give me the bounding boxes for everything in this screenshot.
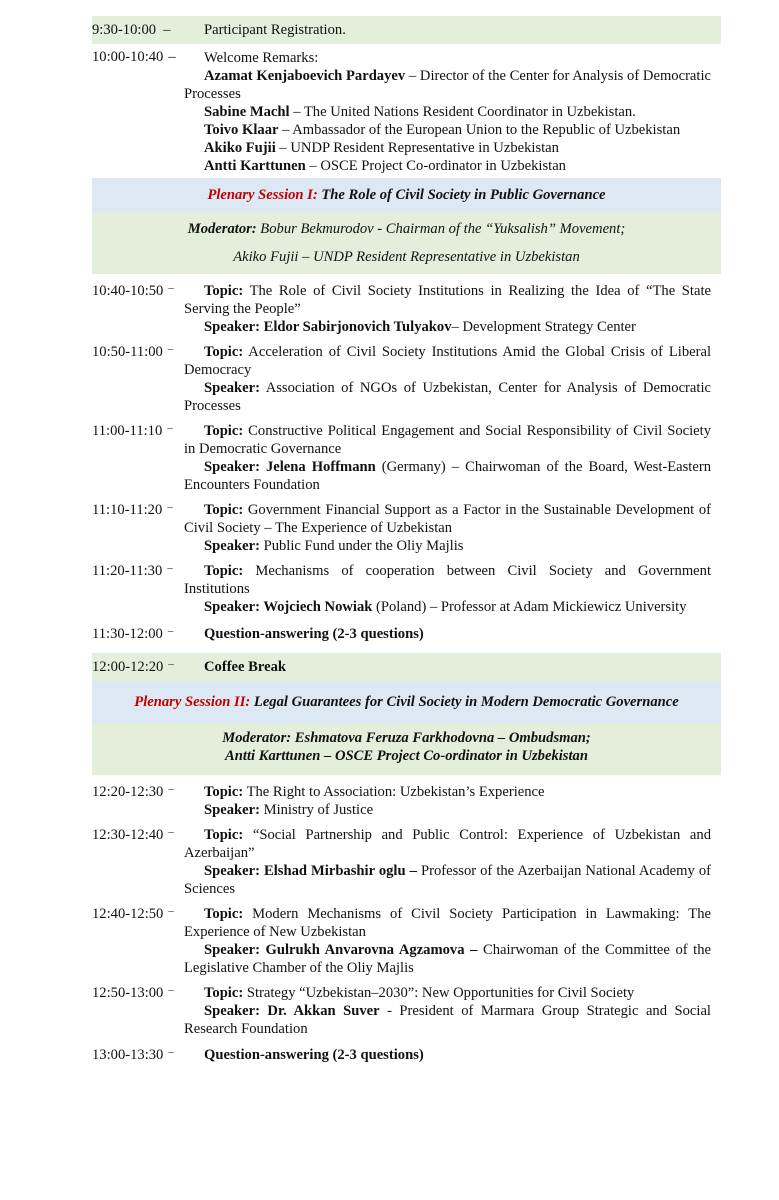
speaker-line	[184, 801, 711, 819]
time-dash: –	[168, 282, 174, 294]
welcome-speaker: Azamat Kenjaboevich Pardayev – Director of the Center for Analysis of Democratic Processes	[184, 68, 711, 102]
topic-line	[184, 826, 711, 862]
agenda-page	[92, 16, 721, 1068]
time-dash: –	[168, 49, 176, 65]
welcome-speaker: Antti Karttunen – OSCE Project Co-ordinator in Uzbekistan	[204, 158, 566, 174]
session1-title: The Role of Civil Society in Public Governance	[317, 187, 606, 203]
session1-moderator-1: Moderator: Bobur Bekmurodov - Chairman of the “Yuksalish” Movement;	[187, 221, 626, 237]
speaker-line	[184, 862, 711, 898]
topic-label: Topic:	[204, 906, 244, 922]
topic-label: Topic:	[204, 283, 244, 299]
qa-row	[92, 625, 721, 647]
time-text: 10:40-10:50	[92, 283, 164, 299]
time-dash: –	[167, 422, 173, 434]
time-dash: –	[163, 21, 171, 38]
speaker-role: Professor of the Azerbaijan National Academy of Sciences	[184, 863, 711, 897]
time-dash: –	[168, 1046, 174, 1058]
welcome-title: Welcome Remarks:	[204, 50, 319, 66]
time-text: 10:00-10:40	[92, 49, 164, 65]
time-slot	[92, 826, 184, 898]
agenda-item	[92, 562, 721, 616]
speaker-line	[184, 941, 711, 977]
speaker-label: Speaker:	[204, 1003, 260, 1019]
session2-moderator-2: Antti Karttunen – OSCE Project Co-ordinator in Uzbekistan	[225, 748, 588, 764]
time-slot	[92, 49, 184, 175]
session2-moderator-band	[92, 723, 721, 775]
topic-text: Modern Mechanisms of Civil Society Participation in Lawmaking: The Experience of New Uzbekistan	[184, 906, 711, 940]
topic-line	[184, 783, 711, 801]
time-text: 9:30-10:00	[92, 21, 157, 38]
agenda-item	[92, 343, 721, 415]
welcome-speaker: Sabine Machl – The United Nations Resident Coordinator in Uzbekistan.	[204, 104, 636, 120]
topic-label: Topic:	[204, 423, 244, 439]
qa-text: Question-answering (2-3 questions)	[204, 626, 424, 642]
agenda-item-content	[184, 422, 721, 494]
topic-label: Topic:	[204, 985, 244, 1001]
speaker-role: (Germany) – Chairwoman of the Board, West-Eastern Encounters Foundation	[184, 459, 711, 493]
speaker-line	[184, 1002, 711, 1038]
topic-line	[184, 905, 711, 941]
time-slot	[92, 343, 184, 415]
speaker-line	[184, 318, 711, 336]
session1-moderator-2: Akiko Fujii – UNDP Resident Representative in Uzbekistan	[233, 249, 580, 265]
topic-line	[184, 501, 711, 537]
speaker-name: Jelena Hoffmann	[259, 459, 376, 475]
speaker-name: Gulrukh Anvarovna Agzamova –	[259, 942, 478, 958]
time-text: 11:10-11:20	[92, 502, 163, 518]
time-slot	[92, 422, 184, 494]
qa-text: Question-answering (2-3 questions)	[204, 1047, 424, 1063]
topic-label: Topic:	[204, 502, 244, 518]
time-dash: –	[168, 984, 174, 996]
time-dash: –	[168, 783, 174, 795]
speaker-role: - President of Marmara Group Strategic and Social Research Foundation	[184, 1003, 711, 1037]
topic-text: Acceleration of Civil Society Institutions Amid the Global Crisis of Liberal Democracy	[184, 344, 711, 378]
time-slot	[92, 1046, 184, 1068]
topic-line	[184, 282, 711, 318]
speaker-label: Speaker:	[204, 459, 260, 475]
speaker-label: Speaker:	[204, 380, 260, 396]
time-dash: –	[167, 343, 174, 355]
topic-line	[184, 562, 711, 598]
session2-moderator-1: Moderator: Eshmatova Feruza Farkhodovna – Ombudsman;	[222, 730, 591, 746]
speaker-role: Public Fund under the Oliy Majlis	[259, 538, 464, 554]
topic-label: Topic:	[204, 784, 244, 800]
time-slot	[92, 905, 184, 977]
speaker-role: Ministry of Justice	[259, 802, 374, 818]
speaker-role: Association of NGOs of Uzbekistan, Center for Analysis of Democratic Processes	[184, 380, 711, 414]
time-text: 11:00-11:10	[92, 423, 163, 439]
speaker-name: Elshad Mirbashir oglu –	[259, 863, 417, 879]
time-slot	[92, 22, 184, 39]
time-slot	[92, 282, 184, 336]
topic-text: “Social Partnership and Public Control: Experience of Uzbekistan and Azerbaijan”	[184, 827, 711, 861]
time-dash: –	[167, 501, 173, 513]
agenda-item	[92, 783, 721, 819]
speaker-label: Speaker:	[204, 942, 260, 958]
topic-line	[184, 984, 711, 1002]
session1-title-band	[92, 178, 721, 212]
speaker-label: Speaker:	[204, 802, 260, 818]
coffee-text: Coffee Break	[204, 659, 286, 675]
coffee-row	[92, 653, 721, 681]
topic-text: Mechanisms of cooperation between Civil Society and Government Institutions	[184, 563, 711, 597]
topic-text: Strategy “Uzbekistan–2030”: New Opportunities for Civil Society	[243, 985, 635, 1001]
topic-text: The Right to Association: Uzbekistan’s Experience	[243, 784, 545, 800]
speaker-label: Speaker:	[204, 538, 260, 554]
time-text: 12:00-12:20	[92, 659, 164, 675]
speaker-label: Speaker:	[204, 599, 260, 615]
session2-title-band	[92, 681, 721, 723]
time-slot	[92, 783, 184, 819]
topic-line	[184, 422, 711, 458]
agenda-item	[92, 905, 721, 977]
welcome-speaker: Akiko Fujii – UNDP Resident Representative in Uzbekistan	[204, 140, 559, 156]
topic-text: Constructive Political Engagement and Social Responsibility of Civil Society in Democratic Governance	[184, 423, 711, 457]
speaker-role: – Development Strategy Center	[451, 319, 636, 335]
session2-title: Legal Guarantees for Civil Society in Modern Democratic Governance	[250, 694, 679, 710]
time-dash: –	[167, 625, 174, 637]
time-text: 12:30-12:40	[92, 827, 164, 843]
speaker-label: Speaker:	[204, 863, 260, 879]
time-text: 12:40-12:50	[92, 906, 164, 922]
agenda-item-content	[184, 984, 721, 1038]
qa-row	[92, 1046, 721, 1068]
speaker-name: Dr. Akkan Suver	[259, 1003, 380, 1019]
time-dash: –	[167, 562, 173, 574]
welcome-row	[92, 49, 721, 175]
agenda-item-content	[184, 783, 721, 819]
time-dash: –	[168, 826, 174, 838]
time-text: 11:20-11:30	[92, 563, 163, 579]
time-text: 12:50-13:00	[92, 985, 164, 1001]
session1-label: Plenary Session I:	[207, 187, 318, 203]
speaker-line	[184, 379, 711, 415]
speaker-line	[184, 537, 711, 555]
registration-text	[184, 21, 721, 39]
agenda-item	[92, 422, 721, 494]
topic-line	[184, 343, 711, 379]
speaker-role: (Poland) – Professor at Adam Mickiewicz University	[372, 599, 687, 615]
agenda-item-content	[184, 343, 721, 415]
topic-label: Topic:	[204, 563, 244, 579]
agenda-item	[92, 282, 721, 336]
speaker-name: Wojciech Nowiak	[259, 599, 373, 615]
time-text: 13:00-13:30	[92, 1047, 164, 1063]
time-text: 10:50-11:00	[92, 344, 163, 360]
speaker-name: Eldor Sabirjonovich Tulyakov	[259, 319, 452, 335]
agenda-item	[92, 826, 721, 898]
agenda-item-content	[184, 905, 721, 977]
topic-label: Topic:	[204, 827, 244, 843]
time-text: 12:20-12:30	[92, 784, 164, 800]
time-dash: –	[168, 658, 174, 670]
topic-label: Topic:	[204, 344, 244, 360]
agenda-item-content	[184, 562, 721, 616]
speaker-role: Chairwoman of the Committee of the Legislative Chamber of the Oliy Majlis	[184, 942, 711, 976]
time-slot	[92, 501, 184, 555]
agenda-item	[92, 984, 721, 1038]
time-slot	[92, 625, 184, 647]
time-dash: –	[168, 905, 174, 917]
session2-label: Plenary Session II:	[134, 694, 251, 710]
welcome-speaker: Toivo Klaar – Ambassador of the European Union to the Republic of Uzbekistan	[204, 122, 681, 138]
time-slot	[92, 984, 184, 1038]
time-slot	[92, 658, 184, 676]
time-text: 11:30-12:00	[92, 626, 163, 642]
registration-row	[92, 16, 721, 44]
welcome-content	[184, 49, 721, 175]
agenda-item-content	[184, 826, 721, 898]
session2-items	[92, 783, 721, 1038]
session1-items	[92, 282, 721, 616]
agenda-item-content	[184, 501, 721, 555]
time-slot	[92, 562, 184, 616]
session1-moderator-band	[92, 212, 721, 274]
topic-text: The Role of Civil Society Institutions in Realizing the Idea of “The State Serving the People”	[184, 283, 711, 317]
registration-label: Participant Registration.	[204, 22, 346, 38]
speaker-label: Speaker:	[204, 319, 260, 335]
speaker-line	[184, 458, 711, 494]
topic-text: Government Financial Support as a Factor in the Sustainable Development of Civil Society – The Experience of Uzbekistan	[184, 502, 711, 536]
speaker-line	[184, 598, 711, 616]
agenda-item-content	[184, 282, 721, 336]
agenda-item	[92, 501, 721, 555]
